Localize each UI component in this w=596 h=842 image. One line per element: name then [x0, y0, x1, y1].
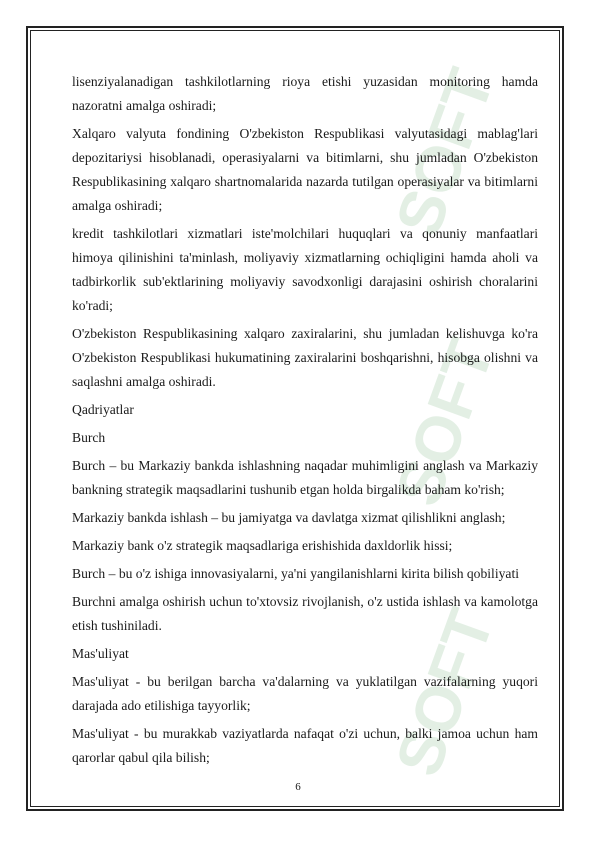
paragraph: Markaziy bank o'z strategik maqsadlariga erishishida daxldorlik hissi;: [72, 538, 453, 553]
watermark-text: SOFT: [381, 329, 508, 515]
paragraph: O'zbekiston Respublikasining xalqaro zaxiralarini, shu jumladan kelishuvga ko'ra O'zbekiston Respublikasi hukumatining zaxiralarini boshqarishni, hisobga olishni va saqlashni amalga oshiradi.: [72, 326, 538, 389]
document-body: [72, 70, 538, 774]
section-heading: Mas'uliyat: [72, 646, 129, 661]
section-heading: Burch: [72, 430, 106, 445]
paragraph: Burch – bu o'z ishiga innovasiyalarni, ya'ni yangilanishlarni kirita bilish qobiliyati: [72, 566, 519, 581]
paragraph: Burchni amalga oshirish uchun to'xtovsiz rivojlanish, o'z ustida ishlash va kamolotga etish tushiniladi.: [72, 594, 538, 633]
section-heading: Qadriyatlar: [72, 402, 134, 417]
paragraph: Mas'uliyat - bu berilgan barcha va'dalarning va yuklatilgan vazifalarning yuqori darajada ado etilishiga tayyorlik;: [72, 674, 538, 713]
watermark-text: SOFT: [381, 599, 508, 785]
paragraph: kredit tashkilotlari xizmatlari iste'molchilari huquqlari va qonuniy manfaatlari himoya qilinishini ta'minlash, moliyaviy xizmatlarning ochiqligini hamda aholi va tadbirkorlik sub'ektlarining moliyaviy savodxonligi darajasini oshirish choralarini ko'radi;: [72, 226, 538, 313]
paragraph: Markaziy bankda ishlash – bu jamiyatga va davlatga xizmat qilishlikni anglash;: [72, 510, 506, 525]
paragraph: Xalqaro valyuta fondining O'zbekiston Respublikasi valyutasidagi mablag'lari depozitariysi hisoblanadi, operasiyalarni va bitimlarni, shu jumladan O'zbekiston Respublikasining xalqaro shartnomalarida nazarda tutilgan operasiyalar va bitimlarni amalga oshiradi;: [72, 126, 538, 213]
paragraph: Mas'uliyat - bu murakkab vaziyatlarda nafaqat o'zi uchun, balki jamoa uchun ham qarorlar qabul qila bilish;: [72, 726, 538, 765]
watermark-text: SOFT: [381, 59, 508, 245]
page-number: 6: [295, 781, 301, 793]
paragraph: lisenziyalanadigan tashkilotlarning rioya etishi yuzasidan monitoring hamda nazoratni amalga oshiradi;: [72, 74, 538, 113]
paragraph: Burch – bu Markaziy bankda ishlashning naqadar muhimligini anglash va Markaziy bankning strategik maqsadlarini tushunib etgan holda birgalikda baham ko'rish;: [72, 458, 538, 497]
